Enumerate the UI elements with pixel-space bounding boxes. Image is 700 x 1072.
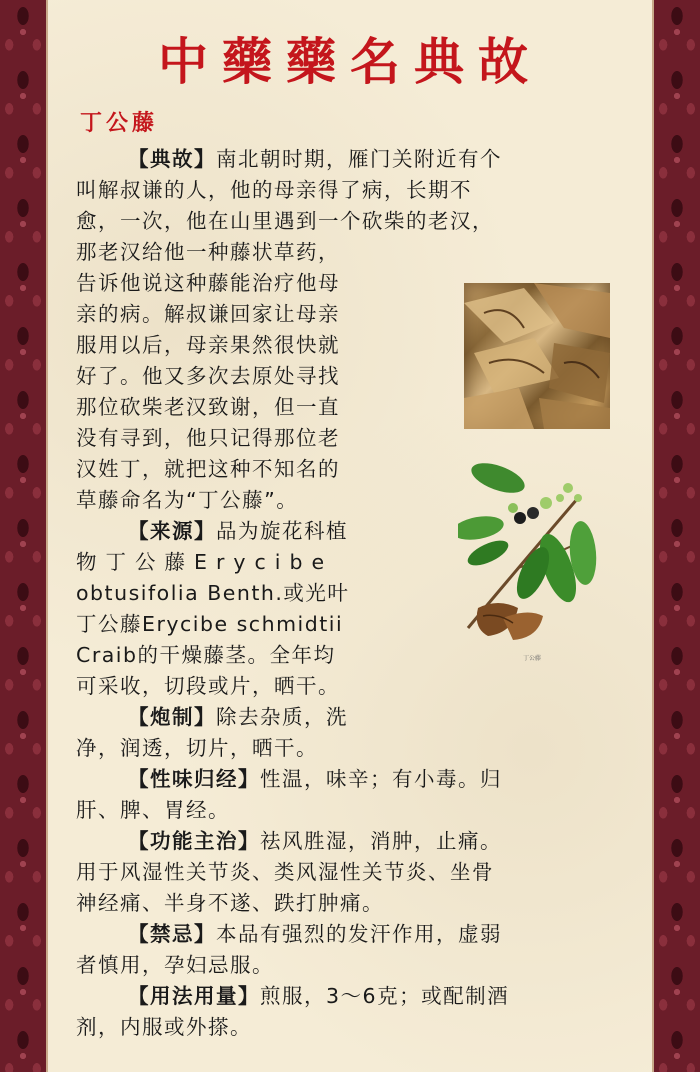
contraindication-line: 者慎用，孕妇忌服。 <box>76 953 274 977</box>
page-title: 中藥藥名典故 <box>158 32 542 91</box>
story-line: 那老汉给他一种藤状草药， <box>76 240 340 264</box>
dried-herb-photo <box>464 283 610 429</box>
function-line: 祛风胜湿，消肿，止痛。 <box>260 829 502 853</box>
story-line: 草藤命名为“丁公藤”。 <box>76 488 299 512</box>
plant-illustration <box>458 458 608 648</box>
source-line: 物丁公藤Erycibe <box>76 550 334 574</box>
nature-label: 【性味归经】 <box>128 767 260 791</box>
left-decorative-border <box>0 0 48 1072</box>
source-line: 品为旋花科植 <box>216 519 348 543</box>
right-decorative-border <box>652 0 700 1072</box>
source-line: Craib的干燥藤茎。全年均 <box>76 643 336 667</box>
source-line: 可采收，切段或片，晒干。 <box>76 674 340 698</box>
story-line: 汉姓丁，就把这种不知名的 <box>76 457 340 481</box>
story-line: 那位砍柴老汉致谢，但一直 <box>76 395 340 419</box>
processing-line: 除去杂质，洗 <box>216 705 348 729</box>
dosage-line: 煎服，3～6克；或配制酒 <box>260 984 510 1008</box>
processing-line: 净，润透，切片，晒干。 <box>76 736 318 760</box>
story-line: 愈，一次，他在山里遇到一个砍柴的老汉， <box>76 209 494 233</box>
dosage-line: 剂，内服或外搽。 <box>76 1015 252 1039</box>
story-line: 南北朝时期，雁门关附近有个 <box>216 147 502 171</box>
function-line: 神经痛、半身不遂、跌打肿痛。 <box>76 891 384 915</box>
story-line: 好了。他又多次去原处寻找 <box>76 364 340 388</box>
source-line: 丁公藤Erycibe schmidtii <box>76 612 344 636</box>
story-line: 服用以后，母亲果然很快就 <box>76 333 340 357</box>
contraindication-label: 【禁忌】 <box>128 922 216 946</box>
story-line: 叫解叔谦的人，他的母亲得了病，长期不 <box>76 178 472 202</box>
herb-name-heading: 丁公藤 <box>80 110 159 136</box>
content-panel <box>46 0 654 1072</box>
processing-label: 【炮制】 <box>128 705 216 729</box>
nature-line: 肝、脾、胃经。 <box>76 798 230 822</box>
contraindication-line: 本品有强烈的发汗作用，虚弱 <box>216 922 502 946</box>
story-line: 没有寻到，他只记得那位老 <box>76 426 340 450</box>
story-line: 告诉他说这种藤能治疗他母 <box>76 271 340 295</box>
function-line: 用于风湿性关节炎、类风湿性关节炎、坐骨 <box>76 860 494 884</box>
nature-line: 性温，味辛；有小毒。归 <box>260 767 502 791</box>
source-line: obtusifolia Benth.或光叶 <box>76 581 350 605</box>
function-label: 【功能主治】 <box>128 829 260 853</box>
plant-caption: 丁公藤 <box>522 655 541 662</box>
story-label: 【典故】 <box>128 147 216 171</box>
story-line: 亲的病。解叔谦回家让母亲 <box>76 302 340 326</box>
dosage-label: 【用法用量】 <box>128 984 260 1008</box>
source-label: 【来源】 <box>128 519 216 543</box>
